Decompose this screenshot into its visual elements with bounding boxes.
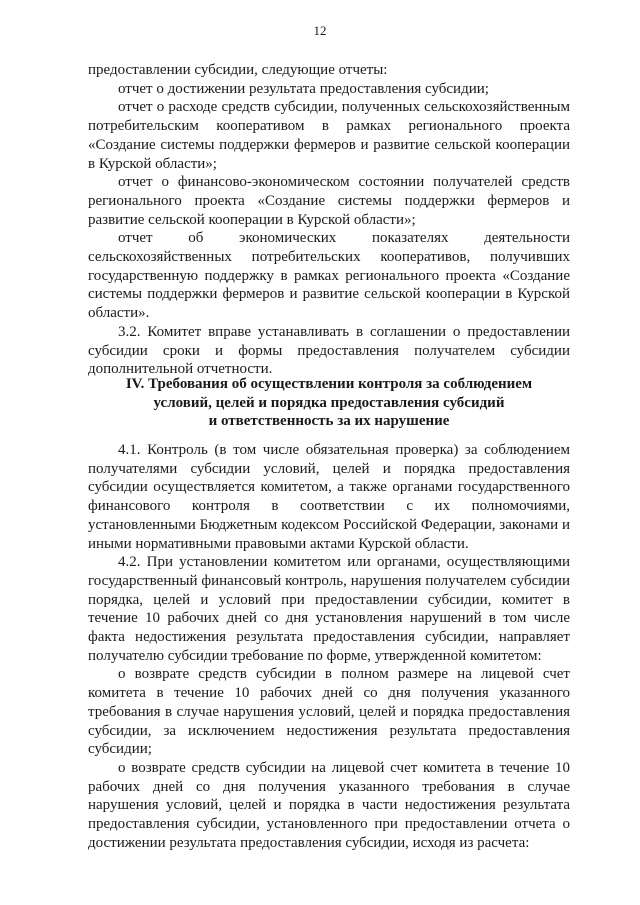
paragraph-return-full: о возврате средств субсидии в полном размере на лицевой счет комитета в течение 10 рабочих дней со дня получения указанного требования в случае нарушения условий, целей и порядка предоставления субсидии, за исключением недостижения результата предоставления субсидии; [88,666,570,758]
page-number: 12 [313,23,327,38]
paragraph-report-expenses: отчет о расходе средств субсидии, полученных сельскохозяйственным потребительским кооперативом в рамках регионального проекта «Создание системы поддержки фермеров и развитие сельской кооперации в Курской области»; [88,99,570,172]
top-paragraphs [88,61,570,379]
paragraph-3-2: 3.2. Комитет вправе устанавливать в соглашении о предоставлении субсидии сроки и формы предоставления получателем субсидии дополнительной отчетности. [88,323,570,378]
section-body [88,441,570,852]
paragraph-report-indicators: отчет об экономических показателях деятельности сельскохозяйственных потребительских кооперативов, получивших государственную поддержку в рамках регионального проекта «Создание системы поддержки фермеров и развитие сельской кооперации в Курской области». [88,230,570,322]
paragraph-continuation: предоставлении субсидии, следующие отчеты: [88,62,388,78]
paragraph-report-result: отчет о достижении результата предоставления субсидии; [118,80,489,97]
section-heading [88,375,570,431]
section-heading-line-3: и ответственность за их нарушение [208,413,450,430]
paragraph-4-2: 4.2. При установлении комитетом или органами, осуществляющими государственный финансовый контроль, нарушения получателем субсидии порядка, целей и условий при предоставлении субсидии, комитет в течение 10 рабочих дней со дня установления нарушений в том числе факта недостижения результата предоставления субсидии, направляет получателю субсидии требование по форме, утвержденной комитетом: [88,554,570,664]
section-heading-line-1: IV. Требования об осуществлении контроля за соблюдением [125,376,533,392]
paragraph-4-1: 4.1. Контроль (в том числе обязательная проверка) за соблюдением получателями субсидии условий, целей и порядка предоставления субсидии осуществляется комитетом, а также органами государственного финансового контроля в соответствии с их полномочиями, установленными Бюджетным кодексом Российской Федерации, законами и иными нормативными правовыми актами Курской области. [88,442,570,552]
paragraph-report-financial: отчет о финансово-экономическом состоянии получателей средств регионального проекта «Создание системы поддержки фермеров и развитие сельской кооперации в Курской области»; [88,174,570,228]
section-heading-line-2: условий, целей и порядка предоставления субсидий [153,394,505,411]
paragraph-return-partial: о возврате средств субсидии на лицевой счет комитета в течение 10 рабочих дней со дня получения указанного требования в случае нарушения условий, целей и порядка в части недостижения результата предоставления субсидии, установленного при предоставлении отчета о достижении результата предоставления субсидии, исходя из расчета: [88,759,570,851]
